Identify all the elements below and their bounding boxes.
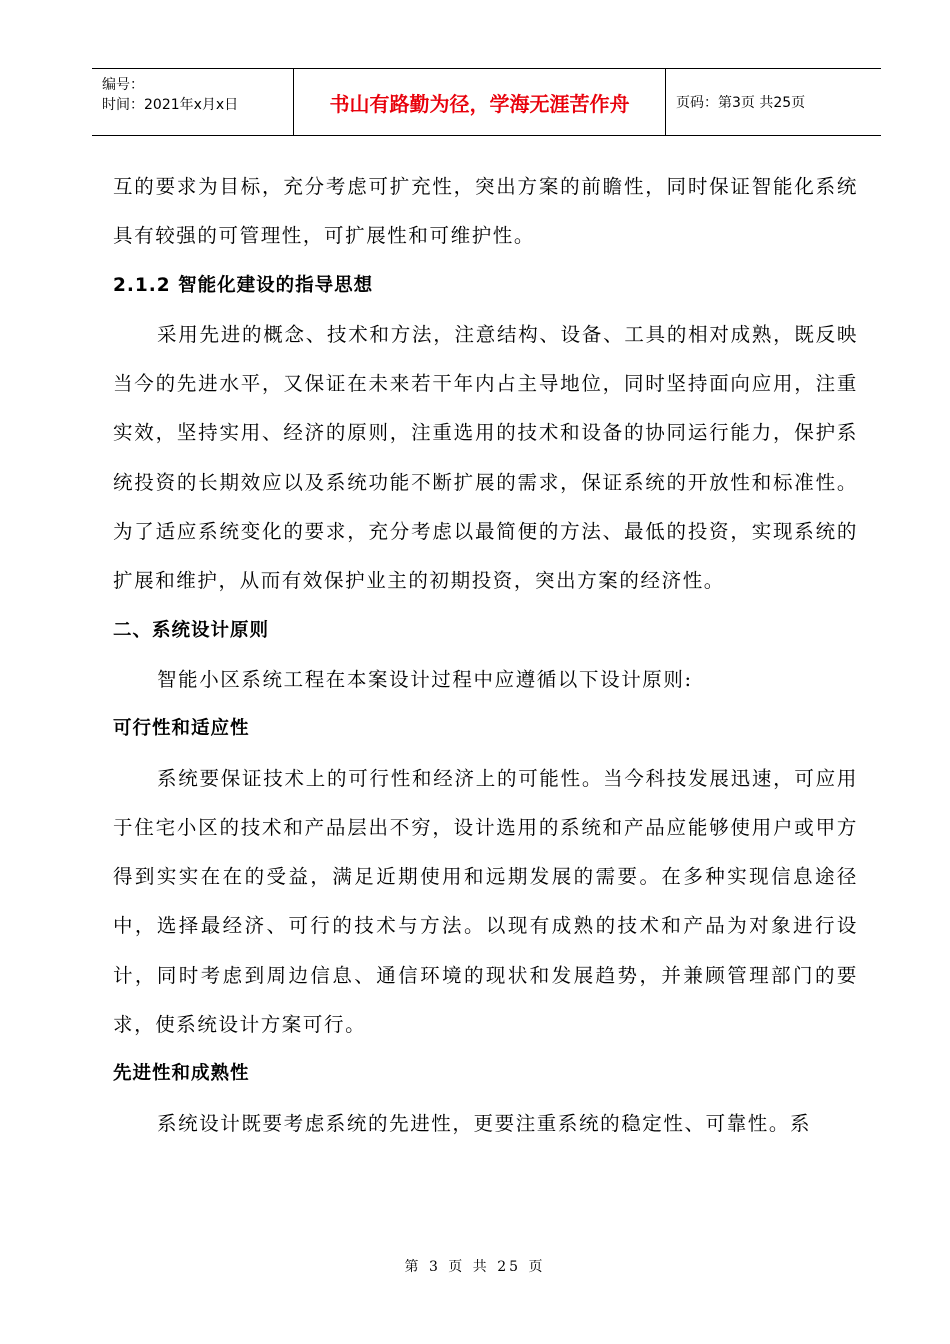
header-motto: 书山有路勤为径，学海无涯苦作舟 [293, 69, 666, 135]
section-heading-guiding: 2.1.2 智能化建设的指导思想 [113, 274, 374, 296]
paragraph: 智能小区系统工程在本案设计过程中应遵循以下设计原则: [157, 667, 693, 691]
section-heading-advanced: 先进性和成熟性 [113, 1063, 250, 1085]
number-label: 编号： [102, 77, 144, 93]
paragraph: 采用先进的概念、技术和方法，注意结构、设备、工具的相对成熟，既反映当今的先进水平，又保证在未来若干年内占主导地位，同时坚持面向应用，注重实效，坚持实用、经济的原则，注重选用的技术和设备的协同运行能力，保护系统投资的长期效应以及系统功能不断扩展的需求，保证系统的开放性和标准性。为了适应系统变化的要求，充分考虑以最简便的方法、最低的投资，实现系统的扩展和维护，从而有效保护业主的初期投资，突出方案的经济性。 [113, 322, 858, 593]
section-heading-feasibility: 可行性和适应性 [113, 718, 250, 740]
page-header [92, 68, 881, 136]
page-footer: 第 3 页 共 25 页 [404, 1259, 546, 1275]
header-page-code: 页码：第3页 共25页 [676, 95, 806, 111]
section-heading-principles: 二、系统设计原则 [113, 619, 270, 641]
paragraph: 互的要求为目标，充分考虑可扩充性，突出方案的前瞻性，同时保证智能化系统具有较强的可管理性，可扩展性和可维护性。 [113, 175, 858, 248]
header-meta [92, 69, 293, 135]
paragraph: 系统要保证技术上的可行性和经济上的可能性。当今科技发展迅速，可应用于住宅小区的技术和产品层出不穷，设计选用的系统和产品应能够使用户或甲方得到实实在在的受益，满足近期使用和远期发展的需要。在多种实现信息途径中，选择最经济、可行的技术与方法。以现有成熟的技术和产品为对象进行设计，同时考虑到周边信息、通信环境的现状和发展趋势，并兼顾管理部门的要求，使系统设计方案可行。 [113, 766, 858, 1037]
time-label: 时间：2021年x月x日 [102, 97, 239, 113]
paragraph: 系统设计既要考虑系统的先进性，更要注重系统的稳定性、可靠性。系 [157, 1111, 812, 1135]
document-body [113, 162, 858, 1148]
